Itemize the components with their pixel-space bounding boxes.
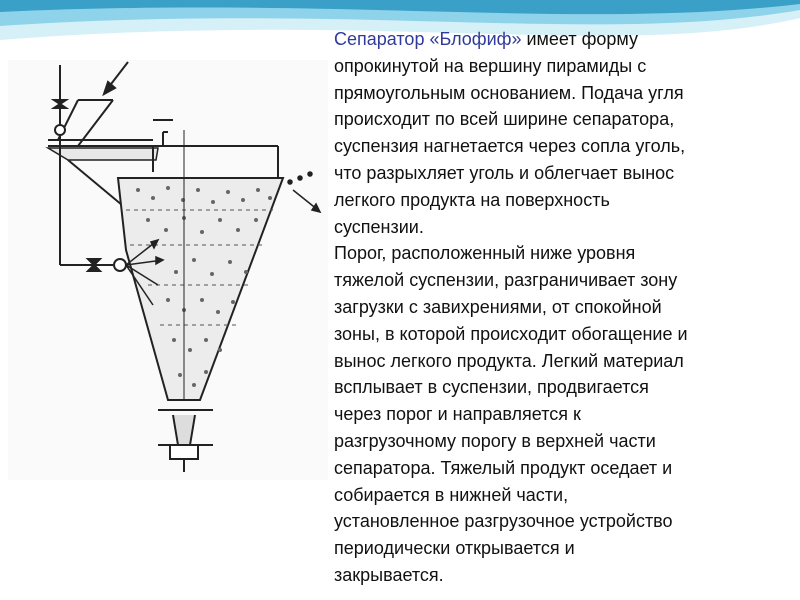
blofif-separator-diagram: [8, 60, 328, 480]
paragraph-2: Порог, расположенный ниже уровня тяжелой суспензии, разграничивает зону загрузки с завихрениями, от спокойной зоны, в которой происходит обогащение и вынос легкого продукта. Легкий материал всплывает в суспензии, продвигается через порог и направляется к разгрузочному порогу в верхней части сепаратора. Тяжелый продукт оседает и собирается в нижней части, установленное разгрузочное устройство периодически открывается и закрывается.: [334, 243, 688, 585]
description-text: [334, 26, 786, 589]
paragraph-1-rest: имеет форму опрокинутой на вершину пирамиды с прямоугольным основанием. Подача угля происходит по всей ширине сепаратора, суспензия нагнетается через сопла уголь, что разрыхляет уголь и облегчает вынос легкого продукта на поверхность суспензии.: [334, 29, 686, 237]
separator-name-highlight: Сепаратор «Блофиф»: [334, 29, 522, 49]
paragraph-1: [334, 26, 786, 240]
